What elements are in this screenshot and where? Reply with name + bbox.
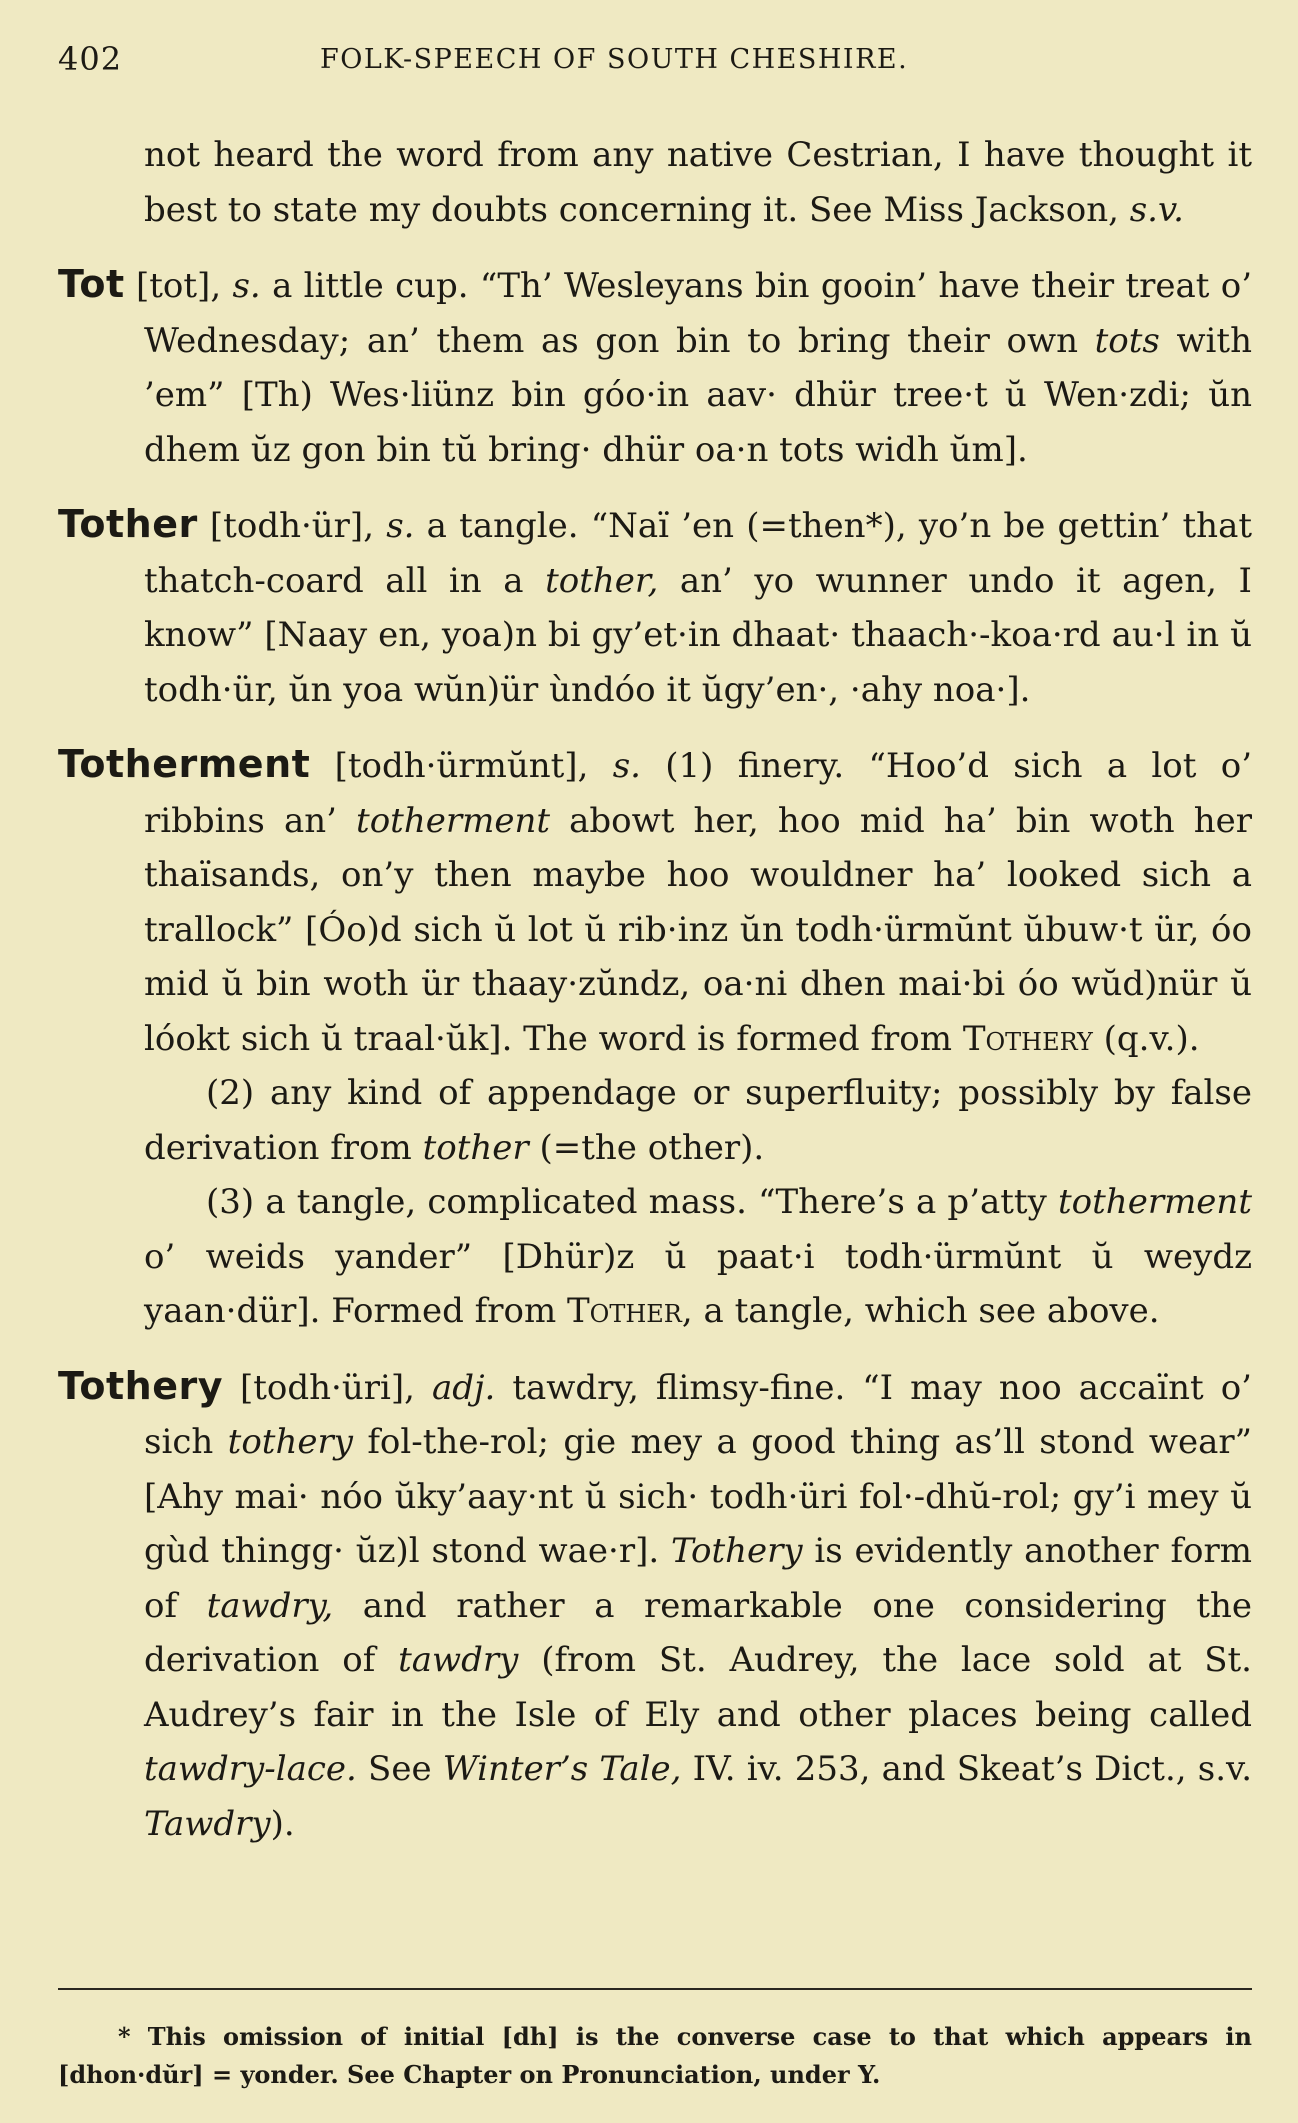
sense-2-text-a: (2) any kind of appendage or superfluity; possibly by false derivation from	[144, 1073, 1252, 1168]
totherment-text-4: (q.v.).	[1092, 1018, 1200, 1059]
tother-italic: tother,	[545, 560, 659, 601]
totherment-text-2: (1) finery. “Hoo’d sich a lot o’ ribbins an’	[144, 746, 1253, 841]
tothery-italic-tawdry-2: tawdry	[398, 1640, 519, 1680]
tot-text-1: [tot],	[124, 266, 233, 306]
tother-text-1: [todh·ür],	[197, 506, 387, 546]
headword-tot: Tot	[58, 262, 125, 306]
tothery-text-8: IV. iv. 253, and Skeat’s Dict., s.v.	[681, 1749, 1253, 1789]
entry-tother	[58, 497, 1252, 717]
tother-pos: s.	[386, 506, 415, 546]
tothery-text-2: tawdry, flimsy-fine. “I may noo accaïnt o’ sich	[144, 1367, 1252, 1462]
entry-tot	[58, 257, 1252, 477]
tot-pos: s.	[232, 266, 261, 306]
totherment-crossref-tothery: Tothery	[962, 1018, 1093, 1059]
footnote: * This omission of initial [dh] is the converse case to that which appears in [dhon·dŭr] = yonder. See Chapter on Pronunciation, under Y.	[58, 2022, 1252, 2089]
tothery-text-1: [todh·üri],	[222, 1367, 432, 1408]
tothery-text-9: ).	[270, 1803, 295, 1844]
tothery-text-7: See	[356, 1749, 443, 1789]
tothery-text-5: and rather a remarkable one considering the derivation of	[144, 1585, 1252, 1680]
headword-totherment: Totherment	[58, 742, 311, 786]
tothery-text-3: fol-the-rol; gie mey a good thing as’ll stond wear” [Ahy mai· nóo ŭky’aay·nt ŭ sich· todh·üri fol·-dhŭ-rol; gy’i mey ŭ gùd thingg· ŭz)l stond wae·r].	[144, 1422, 1253, 1571]
running-title: FOLK-SPEECH OF SOUTH CHESHIRE.	[320, 44, 909, 75]
tothery-italic-tawdry-lace: tawdry-lace.	[144, 1749, 357, 1789]
running-head	[58, 40, 1258, 92]
tothery-pos: adj.	[431, 1367, 496, 1408]
tothery-italic-winters-tale: Winter’s Tale,	[442, 1749, 682, 1789]
body-text	[58, 128, 1252, 1871]
tothery-italic-2: Tothery	[670, 1531, 803, 1571]
sense-3-text-b: o’ weids yander” [Dhür)z ŭ paat·i todh·ürmŭnt ŭ weydz yaan·dür]. Formed from	[144, 1236, 1252, 1331]
tothery-text-4: is evidently another form of	[144, 1531, 1253, 1626]
tothery-italic-tawdry-3: Tawdry	[144, 1803, 271, 1844]
tothery-italic-tawdry: tawdry,	[206, 1585, 334, 1626]
tothery-text-6: (from St. Audrey, the lace sold at St. Audrey’s fair in the Isle of Ely and other places being called	[144, 1640, 1252, 1735]
footnote-rule	[58, 1988, 1252, 1990]
entry-totherment	[58, 737, 1252, 1066]
sense-2-italic: tother	[422, 1127, 529, 1168]
sense-3-italic: totherment	[1058, 1182, 1252, 1222]
tothery-italic-1: tothery	[227, 1422, 353, 1462]
continuation-text: not heard the word from any native Cestrian, I have thought it best to state my doubts concerning it. See Miss Jackson,	[144, 135, 1252, 230]
headword-tother: Tother	[58, 502, 198, 546]
continuation-sv: s.v.	[1129, 189, 1184, 230]
totherment-text-1: [todh·ürmŭnt],	[310, 746, 613, 786]
sense-3-crossref-tother: Tother	[567, 1291, 682, 1331]
tot-italic-tots: tots	[1094, 320, 1160, 361]
totherment-sense-2	[58, 1066, 1252, 1175]
tother-text-2: a tangle. “Naï ’en (=then*), yo’n be gettin’ that thatch-coard all in a	[144, 506, 1252, 601]
tother-text-3: an’ yo wunner undo it agen, I know” [Naay en, yoa)n bi gy’et·in dhaat· thaach·-koa·rd au·l in ŭ todh·ür, ŭn yoa wŭn)ür ùndóo it ŭgy’en·, ·ahy noa·].	[144, 560, 1252, 710]
tot-text-3: with ’em” [Th) Wes·liünz bin góo·in aav· dhür tree·t ŭ Wen·zdi; ŭn dhem ŭz gon bin tŭ bring· dhür oa·n tots widh ŭm].	[144, 320, 1252, 470]
totherment-sense-3	[58, 1175, 1252, 1339]
totherment-text-3: abowt her, hoo mid ha’ bin woth her thaïsands, on’y then maybe hoo wouldner ha’ looked sich a trallock” [Óo)d sich ŭ lot ŭ rib·inz ŭn todh·ürmŭnt ŭbuw·t ür, óo mid ŭ bin woth ür thaay·zŭndz, oa·ni dhen mai·bi óo wŭd)nür ŭ lóokt sich ŭ traal·ŭk]. The word is formed from	[144, 800, 1252, 1059]
totherment-italic: totherment	[356, 800, 551, 841]
sense-3-text-c: , a tangle, which see above.	[681, 1291, 1160, 1331]
entry-tothery	[58, 1359, 1252, 1852]
page-number: 402	[58, 40, 123, 78]
continuation-paragraph	[58, 128, 1252, 237]
sense-2-text-b: (=the other).	[528, 1127, 765, 1168]
totherment-pos: s.	[612, 746, 641, 786]
sense-3-text-a: (3) a tangle, complicated mass. “There’s a p’atty	[206, 1182, 1058, 1222]
headword-tothery: Tothery	[58, 1363, 223, 1408]
tot-text-2: a little cup. “Th’ Wesleyans bin gooin’ have their treat o’ Wednesday; an’ them as gon bin to bring their own	[144, 266, 1253, 361]
